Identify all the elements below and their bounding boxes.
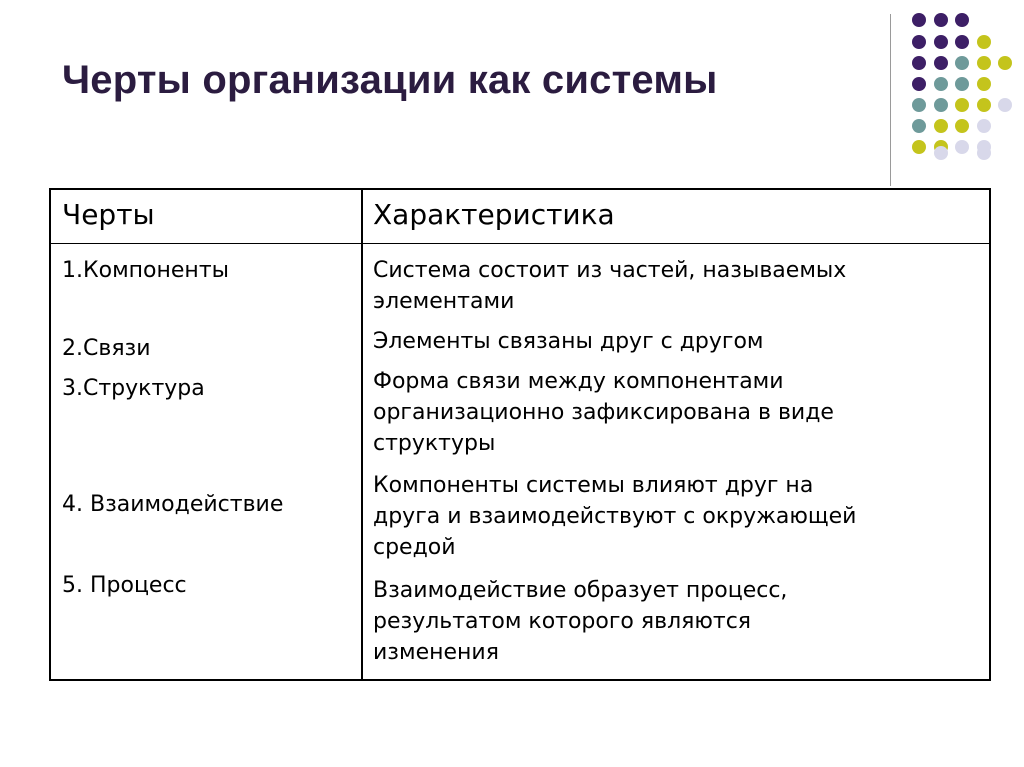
description-line: средой: [373, 535, 456, 560]
description-line: Компоненты системы влияют друг на: [373, 473, 814, 498]
description-line: изменения: [373, 640, 499, 665]
decor-dot: [955, 13, 969, 27]
decor-dot: [912, 56, 926, 70]
title-divider-line: [890, 14, 891, 186]
decor-dot: [912, 77, 926, 91]
decor-dot: [934, 35, 948, 49]
table-column-divider: [361, 190, 363, 679]
features-table: [49, 188, 991, 681]
description-line: элементами: [373, 289, 515, 314]
decor-dot: [955, 77, 969, 91]
table-header-characteristic: Характеристика: [373, 198, 615, 231]
table-header-divider: [51, 243, 989, 244]
decor-dot: [977, 35, 991, 49]
decor-dot: [934, 77, 948, 91]
decor-dot: [955, 140, 969, 154]
table-row-description: [373, 575, 787, 668]
decor-dot: [912, 119, 926, 133]
decor-dot: [977, 119, 991, 133]
description-line: друга и взаимодействуют с окружающей: [373, 504, 857, 529]
decor-dot: [912, 98, 926, 112]
description-line: организационно зафиксирована в виде: [373, 400, 834, 425]
table-row-feature: 4. Взаимодействие: [62, 492, 284, 517]
decor-dot: [977, 56, 991, 70]
description-line: Форма связи между компонентами: [373, 369, 784, 394]
table-row-feature: 3.Структура: [62, 376, 205, 401]
decor-dot: [955, 119, 969, 133]
decor-dot: [934, 13, 948, 27]
decor-dot: [977, 98, 991, 112]
decor-dot: [977, 77, 991, 91]
decor-dot: [998, 56, 1012, 70]
table-row-feature: 2.Связи: [62, 336, 151, 361]
decor-dot: [912, 35, 926, 49]
decor-dot: [955, 56, 969, 70]
table-row-feature: 5. Процесс: [62, 573, 187, 598]
description-line: Взаимодействие образует процесс,: [373, 578, 788, 603]
decor-dot: [955, 98, 969, 112]
table-row-description: [373, 366, 834, 459]
table-row-description: [373, 255, 846, 317]
decor-dot: [934, 119, 948, 133]
table-row-feature: 1.Компоненты: [62, 258, 229, 283]
decor-dot: [912, 13, 926, 27]
decor-dot: [934, 146, 948, 160]
decor-dot: [977, 140, 991, 154]
table-row-description: [373, 326, 764, 357]
description-line: Элементы связаны друг с другом: [373, 329, 764, 354]
decor-dot: [934, 56, 948, 70]
description-line: Система состоит из частей, называемых: [373, 258, 847, 283]
description-line: структуры: [373, 431, 496, 456]
decor-dot: [955, 35, 969, 49]
slide-title: Черты организации как системы: [62, 58, 718, 102]
decor-dot: [998, 98, 1012, 112]
decor-dot: [977, 146, 991, 160]
decor-dot: [934, 98, 948, 112]
decor-dot: [934, 140, 948, 154]
decor-dot: [912, 140, 926, 154]
description-line: результатом которого являются: [373, 609, 752, 634]
table-row-description: [373, 470, 856, 563]
table-header-features: Черты: [62, 198, 155, 231]
